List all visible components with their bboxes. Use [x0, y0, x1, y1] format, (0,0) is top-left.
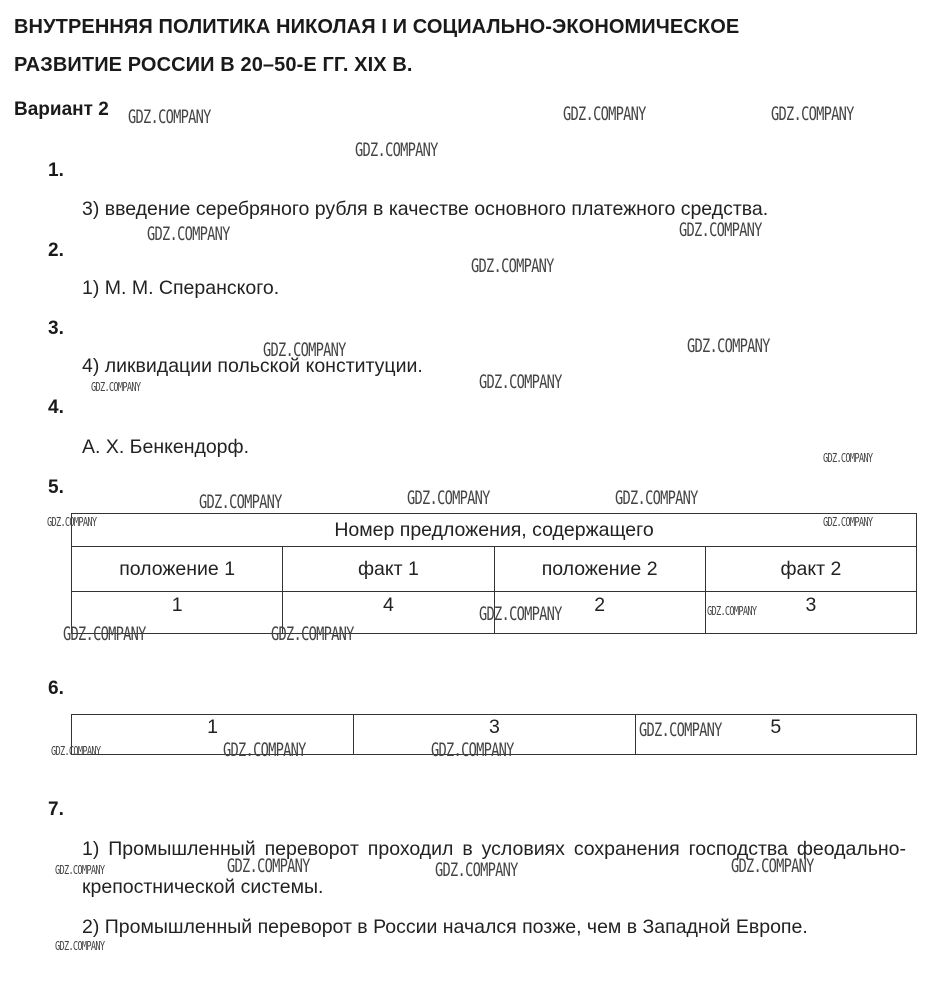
question-number-1: 1.: [48, 160, 64, 181]
watermark: GDZ.COMPANY: [271, 623, 354, 645]
table5-cell: 2: [494, 592, 705, 634]
watermark: GDZ.COMPANY: [407, 487, 490, 509]
question-number-7: 7.: [48, 799, 64, 820]
watermark: GDZ.COMPANY: [823, 451, 873, 465]
watermark: GDZ.COMPANY: [679, 219, 762, 241]
page-title: [14, 8, 914, 84]
question-number-3: 3.: [48, 318, 64, 339]
table6-cell: 1: [72, 715, 354, 755]
question-number-2: 2.: [48, 240, 64, 261]
watermark: GDZ.COMPANY: [128, 106, 211, 128]
watermark: GDZ.COMPANY: [63, 623, 146, 645]
table5-header: Номер предложения, содержащего: [72, 514, 917, 547]
watermark: GDZ.COMPANY: [55, 939, 105, 953]
watermark: GDZ.COMPANY: [223, 739, 306, 761]
watermark: GDZ.COMPANY: [471, 255, 554, 277]
watermark: GDZ.COMPANY: [47, 515, 97, 529]
watermark: GDZ.COMPANY: [227, 855, 310, 877]
variant-label: Вариант 2: [14, 99, 109, 120]
title-line-2: РАЗВИТИЕ РОССИИ В 20–50-Е ГГ. XIX В.: [14, 54, 413, 76]
answer-7-paragraph-1: 1) Промышленный переворот проходил в условиях сохранения господства феодально-крепостнической системы.: [82, 838, 906, 898]
answer-4: А. Х. Бенкендорф.: [82, 436, 249, 458]
watermark: GDZ.COMPANY: [823, 515, 873, 529]
question-number-6: 6.: [48, 678, 64, 699]
table5-cell: 3: [705, 592, 916, 634]
watermark: GDZ.COMPANY: [707, 604, 757, 618]
watermark: GDZ.COMPANY: [731, 855, 814, 877]
table5-column-header: положение 1: [72, 547, 283, 592]
watermark: GDZ.COMPANY: [435, 859, 518, 881]
table5-column-header: факт 2: [705, 547, 916, 592]
table6-cell: 3: [354, 715, 635, 755]
watermark: GDZ.COMPANY: [91, 380, 141, 394]
watermark: GDZ.COMPANY: [147, 223, 230, 245]
watermark: GDZ.COMPANY: [431, 739, 514, 761]
watermark: GDZ.COMPANY: [263, 339, 346, 361]
question-number-5: 5.: [48, 477, 64, 498]
watermark: GDZ.COMPANY: [639, 719, 722, 741]
watermark: GDZ.COMPANY: [199, 491, 282, 513]
table6-cell: 5: [635, 715, 916, 755]
watermark: GDZ.COMPANY: [563, 103, 646, 125]
table5-column-header: положение 2: [494, 547, 705, 592]
table5-column-header: факт 1: [283, 547, 494, 592]
watermark: GDZ.COMPANY: [687, 335, 770, 357]
watermark: GDZ.COMPANY: [479, 603, 562, 625]
title-line-1: ВНУТРЕННЯЯ ПОЛИТИКА НИКОЛАЯ I И СОЦИАЛЬНО-ЭКОНОМИЧЕСКОЕ: [14, 16, 740, 38]
watermark: GDZ.COMPANY: [55, 863, 105, 877]
watermark: GDZ.COMPANY: [615, 487, 698, 509]
answer-7-paragraph-2: 2) Промышленный переворот в России начался позже, чем в Западной Европе.: [82, 916, 808, 938]
answer-1: 3) введение серебряного рубля в качестве основного платежного средства.: [82, 198, 769, 220]
answer-3: 4) ликвидации польской конституции.: [82, 355, 423, 377]
watermark: GDZ.COMPANY: [51, 744, 101, 758]
table5-cell: 4: [283, 592, 494, 634]
question-number-4: 4.: [48, 397, 64, 418]
watermark: GDZ.COMPANY: [479, 371, 562, 393]
watermark: GDZ.COMPANY: [771, 103, 854, 125]
table5-cell: 1: [72, 592, 283, 634]
watermark: GDZ.COMPANY: [355, 139, 438, 161]
answer-2: 1) М. М. Сперанского.: [82, 277, 280, 299]
